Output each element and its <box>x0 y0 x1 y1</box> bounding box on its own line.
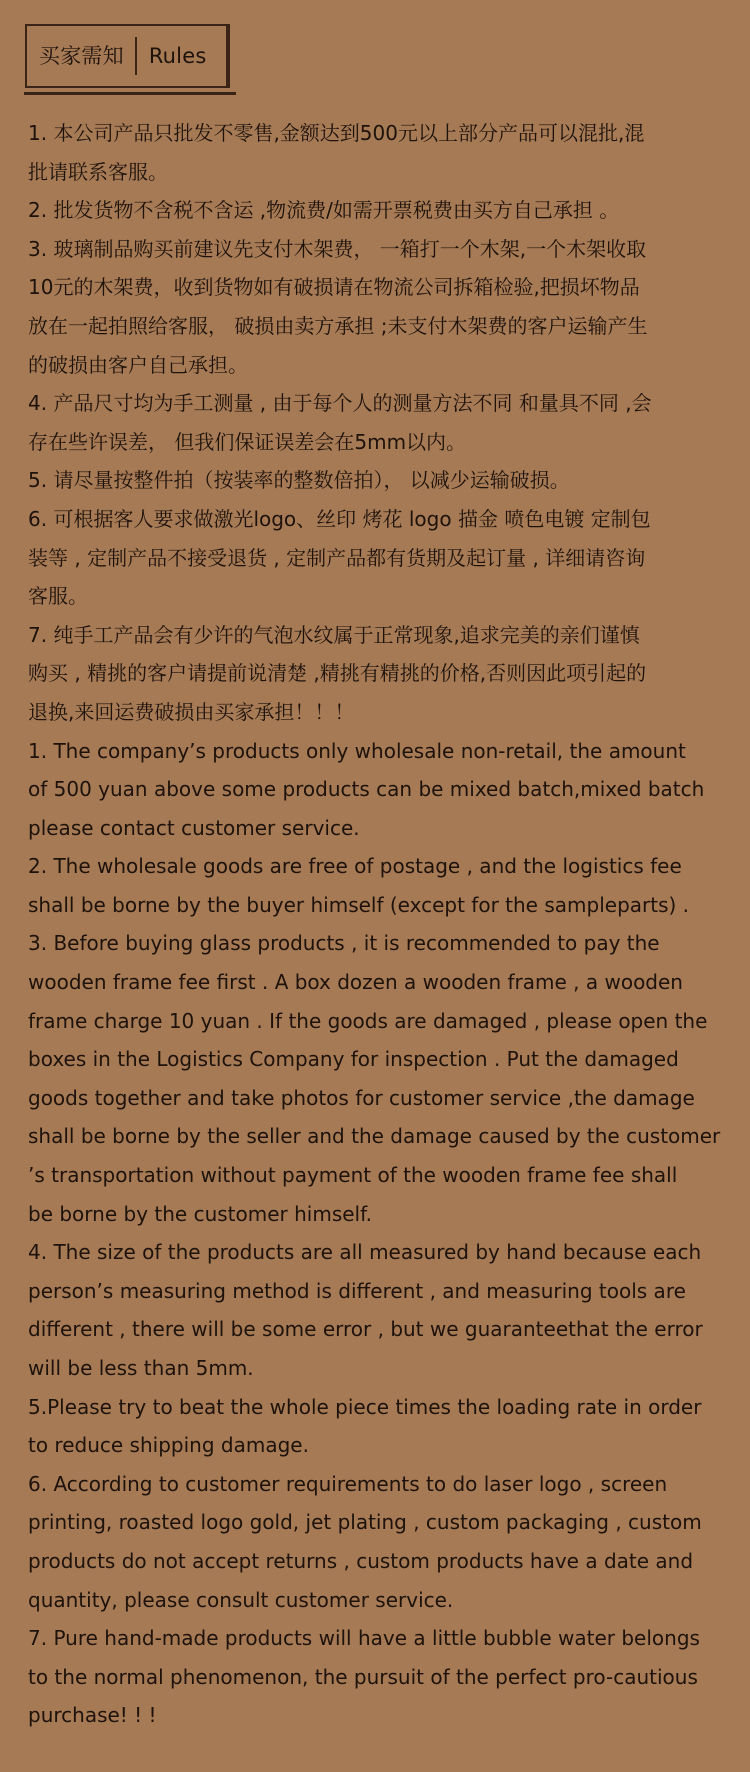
rules-line: 2. 批发货物不含税不含运 ,物流费/如需开票税费由买方自己承担 。 <box>28 198 620 223</box>
rules-line: goods together and take photos for customer service ,the damage <box>28 1085 695 1110</box>
header-divider <box>135 37 137 75</box>
header-title-english: Rules <box>148 43 207 68</box>
rules-line: will be less than 5mm. <box>28 1356 254 1380</box>
rules-line: 批请联系客服。 <box>28 159 168 184</box>
rules-line: 3. Before buying glass products , it is recommended to pay the <box>28 931 660 956</box>
rules-line: 客服。 <box>28 584 88 609</box>
rules-line: 7. 纯手工产品会有少许的气泡水纹属于正常现象,追求完美的亲们谨慎 <box>28 622 640 647</box>
rules-line: 4. 产品尺寸均为手工测量 , 由于每个人的测量方法不同 和量具不同 ,会 <box>28 391 652 416</box>
rules-line: 3. 玻璃制品购买前建议先支付木架费， 一箱打一个木架,一个木架收取 <box>28 236 647 261</box>
rules-line: 1. The company’s products only wholesale non-retail, the amount <box>28 738 686 763</box>
rules-text <box>28 114 722 1735</box>
rules-line: shall be borne by the seller and the damage caused by the customer <box>28 1124 721 1149</box>
rules-line: purchase! ! ! <box>28 1703 157 1728</box>
rules-line: printing, roasted logo gold, jet plating , custom packaging , custom <box>28 1510 702 1535</box>
rules-line: 装等 , 定制产品不接受退货 , 定制产品都有货期及起订量 , 详细请咨询 <box>28 545 646 570</box>
rules-line: of 500 yuan above some products can be mixed batch,mixed batch <box>28 777 705 802</box>
rules-line: person’s measuring method is different , and measuring tools are <box>28 1278 686 1303</box>
rules-line: 6. According to customer requirements to do laser logo , screen <box>28 1471 668 1496</box>
rules-line: be borne by the customer himself. <box>28 1201 373 1226</box>
rules-line: ’s transportation without payment of the wooden frame fee shall <box>28 1163 678 1188</box>
rules-line: quantity, please consult customer service. <box>28 1587 454 1612</box>
rules-line: different , there will be some error , but we guaranteethat the error <box>28 1317 703 1342</box>
rules-line: 10元的木架费，收到货物如有破损请在物流公司拆箱检验,把损坏物品 <box>28 275 640 300</box>
rules-line: wooden frame fee first . A box dozen a wooden frame , a wooden <box>28 970 683 995</box>
rules-line: shall be borne by the buyer himself (except for the sampleparts) . <box>28 892 690 917</box>
rules-line: 7. Pure hand-made products will have a little bubble water belongs <box>28 1626 700 1651</box>
rules-line: 5. 请尽量按整件拍（按装率的整数倍拍）， 以减少运输破损。 <box>28 468 570 493</box>
rules-line: 2. The wholesale goods are free of postage , and the logistics fee <box>28 854 682 879</box>
rules-line: to reduce shipping damage. <box>28 1433 309 1458</box>
header-title-chinese: 买家需知 <box>39 43 124 68</box>
rules-line: frame charge 10 yuan . If the goods are damaged , please open the <box>28 1008 708 1033</box>
rules-line: 放在一起拍照给客服， 破损由卖方承担 ;未支付木架费的客户运输产生 <box>28 313 648 338</box>
rules-line: boxes in the Logistics Company for inspection . Put the damaged <box>28 1047 679 1072</box>
rules-line: 退换,来回运费破损由买家承担！！！ <box>28 699 355 724</box>
rules-header-box <box>25 24 230 88</box>
rules-line: 购买 , 精挑的客户请提前说清楚 ,精挑有精挑的价格,否则因此项引起的 <box>28 661 647 686</box>
rules-line: 6. 可根据客人要求做激光logo、丝印 烤花 logo 描金 喷色电镀 定制包 <box>28 506 651 531</box>
rules-line: products do not accept returns , custom products have a date and <box>28 1548 694 1573</box>
rules-line: 5.Please try to beat the whole piece times the loading rate in order <box>28 1394 702 1419</box>
rules-line: to the normal phenomenon, the pursuit of the perfect pro-cautious <box>28 1664 698 1689</box>
rules-line: 存在些许误差， 但我们保证误差会在5mm以内。 <box>28 429 467 454</box>
rules-line: 1. 本公司产品只批发不零售,金额达到500元以上部分产品可以混批,混 <box>28 121 645 145</box>
rules-line: please contact customer service. <box>28 815 360 840</box>
rules-line: 的破损由客户自己承担。 <box>28 352 248 377</box>
rules-line: 4. The size of the products are all measured by hand because each <box>28 1240 702 1265</box>
